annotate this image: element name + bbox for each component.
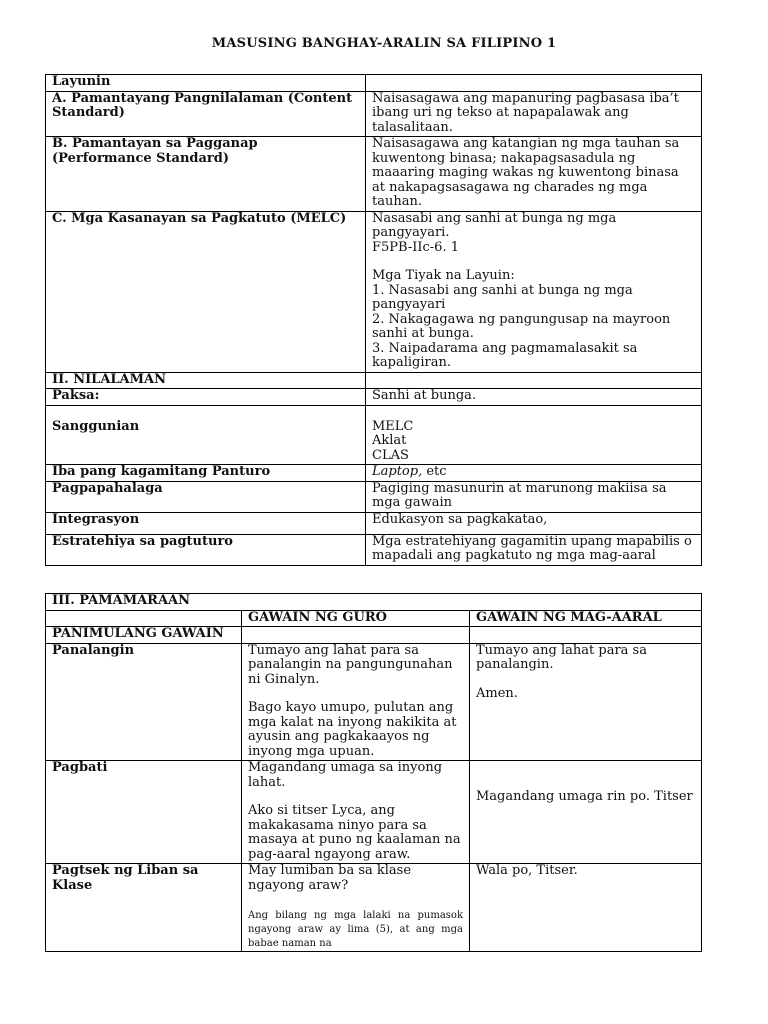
- empty-cell: [366, 75, 702, 92]
- estratehiya-row: [46, 534, 702, 565]
- pagpapahalaga-label: Pagpapahalaga: [46, 481, 366, 512]
- integrasyon-value: Edukasyon sa pagkakatao,: [366, 512, 702, 534]
- panalangin-mag-aaral-1: Tumayo ang lahat para sa panalangin.: [476, 642, 647, 672]
- kagamitan-cell: [366, 465, 702, 482]
- panalangin-guro-2: Bago kayo umupo, pulutan ang mga kalat na inyong nakikita at ayusin ang pagkakaayos ng inyong mga upuan.: [248, 700, 457, 759]
- layunin-header: Layunin: [46, 75, 366, 92]
- pagtsek-mag-aaral: Wala po, Titser.: [470, 864, 702, 952]
- tiyak-item: 2. Nakagagawa ng pangungusap na mayroon sanhi at bunga.: [372, 311, 671, 341]
- sanggunian-row: [46, 405, 702, 465]
- panalangin-mag-aaral-2: Amen.: [476, 685, 518, 701]
- panimulang-label: PANIMULANG GAWAIN: [46, 627, 242, 644]
- pagbati-mag-aaral-text: Magandang umaga rin po. Titser: [476, 789, 693, 804]
- pagbati-row: [46, 761, 702, 864]
- panalangin-row: [46, 643, 702, 761]
- melc-cell: [366, 211, 702, 372]
- integrasyon-label: Integrasyon: [46, 512, 366, 534]
- sanggunian-item: Aklat: [372, 433, 407, 448]
- panalangin-label: Panalangin: [46, 643, 242, 761]
- panalangin-mag-aaral: [470, 643, 702, 761]
- content-standard-row: [46, 91, 702, 137]
- tiyak-header: Mga Tiyak na Layuin:: [372, 268, 515, 283]
- pagtsek-label: Pagtsek ng Liban sa Klase: [46, 864, 242, 952]
- performance-standard-text: Naisasagawa ang katangian ng mga tauhan sa kuwentong binasa; nakapagsasadula ng maaaring maging wakas ng kuwentong binasa at nakapagsasagawa ng charades ng mga tauhan.: [366, 137, 702, 212]
- empty-cell: [46, 610, 242, 627]
- pagbati-mag-aaral: [470, 761, 702, 864]
- pagbati-guro: [242, 761, 470, 864]
- melc-text: Nasasabi ang sanhi at bunga ng mga pangyayari.: [372, 210, 617, 240]
- sanggunian-item: MELC: [372, 418, 414, 434]
- performance-standard-label: B. Pamantayan sa Pagganap (Performance Standard): [46, 137, 366, 212]
- kagamitan-label: Iba pang kagamitang Panturo: [46, 465, 366, 482]
- kagamitan-etc: etc: [422, 464, 447, 479]
- pamamaraan-header-row: [46, 594, 702, 611]
- nilalaman-header: II. NILALAMAN: [46, 372, 366, 389]
- pagpapahalaga-row: [46, 481, 702, 512]
- melc-code: F5PB-IIc-6. 1: [372, 239, 459, 255]
- pagbati-guro-1: Magandang umaga sa inyong lahat.: [248, 760, 443, 790]
- tiyak-item: 1. Nasasabi ang sanhi at bunga ng mga pangyayari: [372, 282, 633, 312]
- content-standard-label: A. Pamantayang Pangnilalaman (Content Standard): [46, 91, 366, 137]
- empty-cell: [470, 627, 702, 644]
- pagtsek-guro: [242, 864, 470, 952]
- document-title: MASUSING BANGHAY-ARALIN SA FILIPINO 1: [211, 36, 557, 51]
- kagamitan-row: [46, 465, 702, 482]
- empty-cell: [242, 627, 470, 644]
- sanggunian-cell: [366, 405, 702, 465]
- estratehiya-label: Estratehiya sa pagtuturo: [46, 534, 366, 565]
- sanggunian-label: Sanggunian: [46, 405, 366, 465]
- empty-cell: [366, 372, 702, 389]
- objectives-content-table: [45, 74, 702, 566]
- paksa-row: [46, 389, 702, 406]
- panalangin-guro-1: Tumayo ang lahat para sa panalangin na pangungunahan ni Ginalyn.: [248, 642, 453, 687]
- procedure-table: [45, 593, 702, 952]
- column-header-row: [46, 610, 702, 627]
- panalangin-guro: [242, 643, 470, 761]
- tiyak-item: 3. Naipadarama ang pagmamalasakit sa kapaligiran.: [372, 340, 638, 370]
- pagpapahalaga-value: Pagiging masunurin at marunong makiisa sa mga gawain: [366, 481, 702, 512]
- pagbati-label: Pagbati: [46, 761, 242, 864]
- layunin-header-row: [46, 75, 702, 92]
- paksa-label: Paksa:: [46, 389, 366, 406]
- integrasyon-row: [46, 512, 702, 534]
- kagamitan-laptop: Laptop,: [372, 464, 423, 479]
- melc-label: C. Mga Kasanayan sa Pagkatuto (MELC): [46, 211, 366, 372]
- col-mag-aaral-header: GAWAIN NG MAG-AARAL: [470, 610, 702, 627]
- estratehiya-value: Mga estratehiyang gagamitin upang mapabilis o mapadali ang pagkatuto ng mga mag-aaral: [366, 534, 702, 565]
- content-standard-text: Naisasagawa ang mapanuring pagbasasa iba’t ibang uri ng tekso at napapalawak ang talasalitaan.: [366, 91, 702, 137]
- pagbati-guro-2: Ako si titser Lyca, ang makakasama ninyo para sa masaya at puno ng kaalaman na pag-aaral ngayong araw.: [248, 803, 461, 862]
- pagtsek-guro-1: May lumiban ba sa klase ngayong araw?: [248, 863, 412, 893]
- pagtsek-guro-2: Ang bilang ng mga lalaki na pumasok ngayong araw ay lima (5), at ang mga babae naman na: [248, 910, 463, 949]
- sanggunian-item: CLAS: [372, 447, 409, 463]
- melc-row: [46, 211, 702, 372]
- panimulang-row: [46, 627, 702, 644]
- performance-standard-row: [46, 137, 702, 212]
- paksa-value: Sanhi at bunga.: [366, 389, 702, 406]
- col-guro-header: GAWAIN NG GURO: [242, 610, 470, 627]
- pagtsek-row: [46, 864, 702, 952]
- pamamaraan-header: III. PAMAMARAAN: [46, 594, 702, 611]
- nilalaman-header-row: [46, 372, 702, 389]
